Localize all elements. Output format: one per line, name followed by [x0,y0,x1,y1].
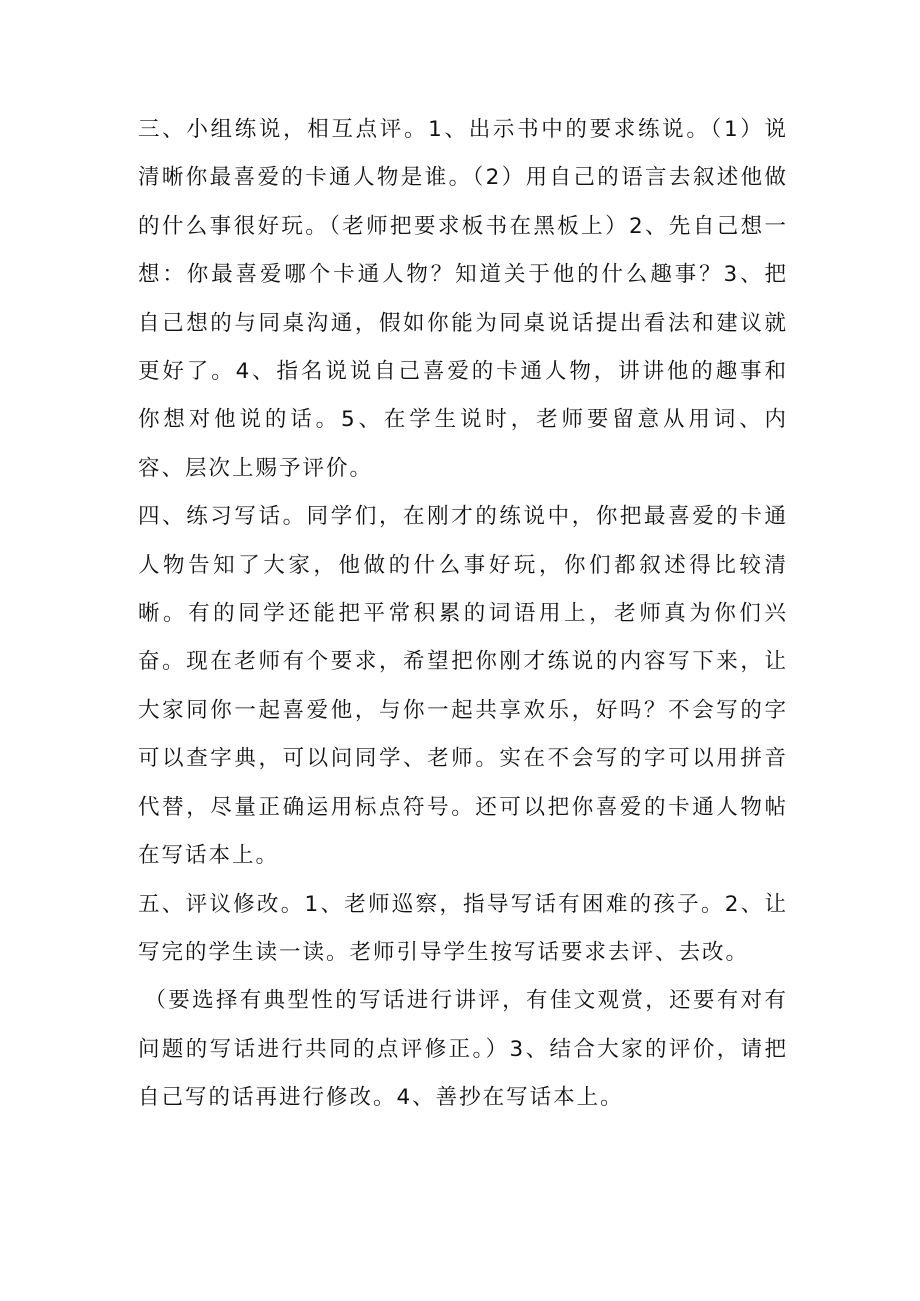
document-body [138,106,788,1123]
paragraph-section-4: 四、练习写话。同学们，在刚才的练说中，你把最喜爱的卡通人物告知了大家，他做的什么事好玩，你们都叙述得比较清晰。有的同学还能把平常积累的词语用上，老师真为你们兴奋。现在老师有个要求，希望把你刚才练说的内容写下来，让大家同你一起喜爱他，与你一起共享欢乐，好吗？不会写的字可以查字典，可以问同学、老师。实在不会写的字可以用拼音代替，尽量正确运用标点符号。还可以把你喜爱的卡通人物帖在写话本上。 [138,504,788,869]
paragraph-section-5: 五、评议修改。1、老师巡察，指导写话有困难的孩子。2、让写完的学生读一读。老师引导学生按写话要求去评、去改。 [138,891,788,965]
paragraph-section-3: 三、小组练说，相互点评。1、出示书中的要求练说。（1）说清晰你最喜爱的卡通人物是谁。（2）用自己的语言去叙述他做的什么事很好玩。（老师把要求板书在黑板上）2、先自己想一想：你最喜爱哪个卡通人物？知道关于他的什么趣事？3、把自己想的与同桌沟通，假如你能为同桌说话提出看法和建议就更好了。4、指名说说自己喜爱的卡通人物，讲讲他的趣事和你想对他说的话。5、在学生说时，老师要留意从用词、内容、层次上赐予评价。 [138,117,788,481]
paragraph-section-5-note: （要选择有典型性的写话进行讲评，有佳文观赏，还要有对有问题的写话进行共同的点评修正。）3、结合大家的评价，请把自己写的话再进行修改。4、善抄在写话本上。 [138,988,788,1111]
